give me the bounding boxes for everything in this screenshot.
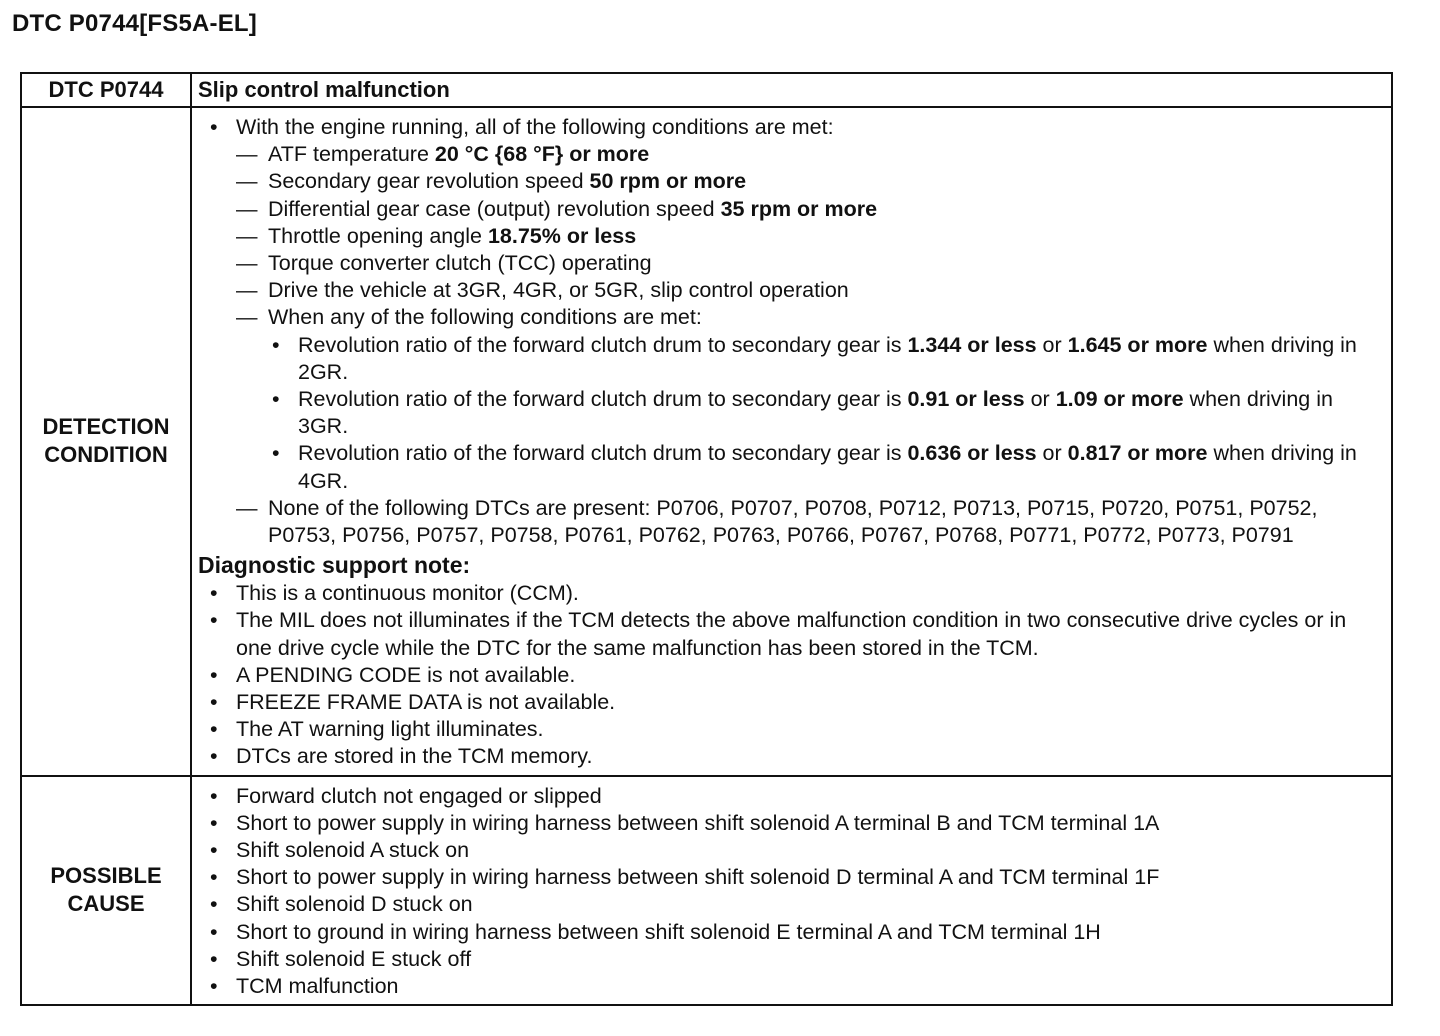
cause-item: • Short to ground in wiring harness between shift solenoid E terminal A and TCM terminal 1H [206, 919, 1381, 946]
ratio-high: 1.09 or more [1055, 387, 1184, 412]
cause-item: • Shift solenoid A stuck on [206, 837, 1381, 864]
cause-label [21, 776, 191, 1006]
ratio-text: Revolution ratio of the forward clutch drum to secondary gear is [298, 332, 908, 357]
none-dtcs-text: None of the following DTCs are present: P0706, P0707, P0708, P0712, P0713, P0715, P0720, P0751, P0752, P0753, P0756, P0757, P0758, P0761, P0762, P0763, P0766, P0767, P0768, P0771, P0772, P0773, P0791 [268, 495, 1318, 548]
condition-list [236, 141, 1381, 549]
cause-label-line1: POSSIBLE [50, 863, 162, 889]
cause-item: • Short to power supply in wiring harness between shift solenoid D terminal A and TCM terminal 1F [206, 864, 1381, 891]
dtc-code-header: DTC P0744 [21, 73, 191, 107]
cause-content [191, 776, 1392, 1006]
note-item: • A PENDING CODE is not available. [206, 662, 1381, 689]
ratio-or: or [1036, 441, 1068, 466]
when-any-text: When any of the following conditions are met: [268, 305, 702, 330]
ratio-low: 0.636 or less [907, 441, 1037, 466]
note-item: • DTCs are stored in the TCM memory. [206, 743, 1381, 770]
condition-value: 50 rpm or more [589, 169, 747, 194]
ratio-item [268, 386, 1381, 440]
none-dtcs-item [236, 495, 1381, 549]
ratio-gear: when driving in 3GR. [298, 387, 1333, 439]
cause-item: • TCM malfunction [206, 973, 1381, 1000]
note-item: • The AT warning light illuminates. [206, 716, 1381, 743]
condition-value: 35 rpm or more [720, 196, 878, 221]
ratio-text: Revolution ratio of the forward clutch drum to secondary gear is [298, 441, 908, 466]
condition-text: Drive the vehicle at 3GR, 4GR, or 5GR, slip control operation [268, 278, 849, 303]
table-header-row [21, 73, 1392, 107]
condition-item [236, 168, 1381, 195]
detection-label [21, 107, 191, 776]
cause-item: • Short to power supply in wiring harness between shift solenoid A terminal B and TCM terminal 1A [206, 810, 1381, 837]
condition-value: 20 °C {68 °F} or more [434, 142, 650, 167]
detection-intro-text: With the engine running, all of the following conditions are met: [236, 115, 834, 139]
ratio-or: or [1024, 387, 1056, 412]
ratio-item [268, 440, 1381, 494]
ratio-gear: when driving in 2GR. [298, 332, 1357, 384]
cause-item: • Shift solenoid D stuck on [206, 891, 1381, 918]
condition-item [236, 250, 1381, 277]
note-list [206, 580, 1381, 770]
condition-text: ATF temperature [268, 142, 435, 167]
detection-content [191, 107, 1392, 776]
when-any-item [236, 304, 1381, 494]
detection-intro [206, 114, 1381, 549]
cause-label-line2: CAUSE [67, 891, 145, 917]
condition-item [236, 223, 1381, 250]
condition-item [236, 196, 1381, 223]
ratio-text: Revolution ratio of the forward clutch drum to secondary gear is [298, 387, 908, 412]
note-item: • The MIL does not illuminates if the TCM detects the above malfunction condition in two consecutive drive cycles or in one drive cycle while the DTC for the same malfunction has been stored in the TCM. [206, 607, 1381, 661]
detection-row [21, 107, 1392, 776]
cause-item: • Forward clutch not engaged or slipped [206, 783, 1381, 810]
condition-text: Differential gear case (output) revolution speed [268, 196, 721, 221]
dtc-table [20, 72, 1393, 1006]
condition-text: Torque converter clutch (TCC) operating [268, 251, 652, 276]
cause-row [21, 776, 1392, 1006]
detection-label-line2: CONDITION [44, 442, 168, 468]
ratio-or: or [1036, 332, 1068, 357]
note-item: • This is a continuous monitor (CCM). [206, 580, 1381, 607]
diagnostic-note-title: Diagnostic support note: [198, 552, 471, 579]
cause-list [206, 783, 1381, 1001]
ratio-high: 0.817 or more [1067, 441, 1208, 466]
condition-text: Secondary gear revolution speed [268, 169, 590, 194]
condition-value: 18.75% or less [487, 223, 637, 248]
ratio-high: 1.645 or more [1067, 332, 1208, 357]
cause-item: • Shift solenoid E stuck off [206, 946, 1381, 973]
dtc-name-header: Slip control malfunction [191, 73, 1392, 107]
page-title: DTC P0744[FS5A-EL] [12, 10, 257, 37]
condition-text: Throttle opening angle [268, 223, 488, 248]
ratio-list [268, 332, 1381, 495]
detection-label-line1: DETECTION [42, 414, 170, 440]
ratio-low: 0.91 or less [907, 387, 1025, 412]
note-item: • FREEZE FRAME DATA is not available. [206, 689, 1381, 716]
condition-item [236, 141, 1381, 168]
ratio-gear: when driving in 4GR. [298, 441, 1357, 493]
condition-item [236, 277, 1381, 304]
ratio-low: 1.344 or less [907, 332, 1037, 357]
ratio-item [268, 332, 1381, 386]
